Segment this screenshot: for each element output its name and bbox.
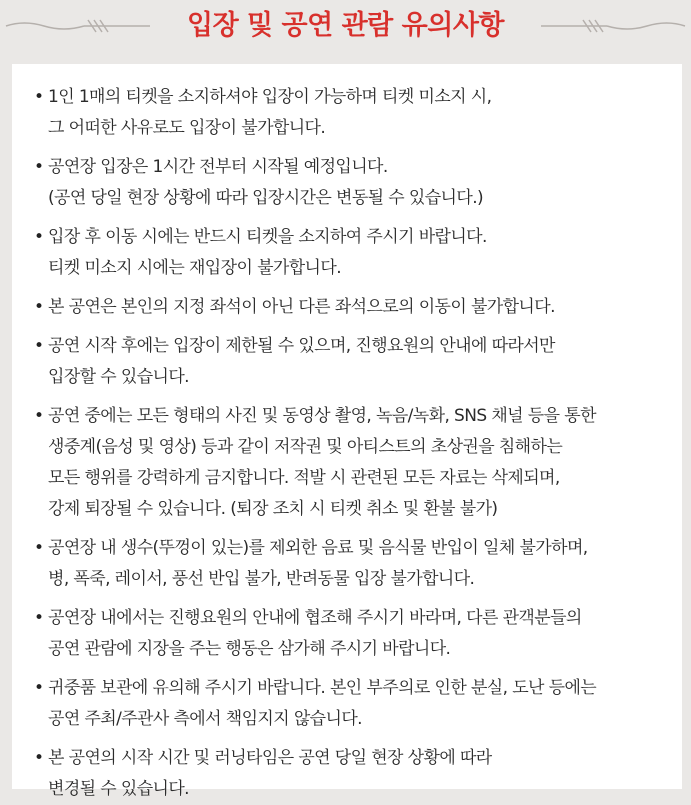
bullet-icon: • [34, 748, 44, 768]
notice-line: 그 어떠한 사유로도 입장이 불가합니다. [48, 118, 326, 138]
notice-line: 1인 1매의 티켓을 소지하셔야 입장이 가능하며 티켓 미소지 시, [48, 87, 492, 107]
notice-item [12, 603, 682, 665]
notice-item [12, 673, 682, 735]
page-header [0, 0, 691, 56]
notice-list [12, 64, 682, 805]
notice-line: 입장 후 이동 시에는 반드시 티켓을 소지하여 주시기 바랍니다. [48, 227, 487, 247]
notice-item [12, 743, 682, 805]
bullet-icon: • [34, 538, 44, 558]
notice-item [12, 331, 682, 393]
notice-item [12, 222, 682, 284]
notice-line: 변경될 수 있습니다. [48, 779, 189, 799]
notice-item [12, 82, 682, 144]
notice-line: 공연 중에는 모든 형태의 사진 및 동영상 촬영, 녹음/녹화, SNS 채널 등을 통한 [48, 406, 596, 426]
bullet-icon: • [34, 157, 44, 177]
bullet-icon: • [34, 406, 44, 426]
notice-panel [12, 64, 682, 799]
notice-line: 공연장 내 생수(뚜껑이 있는)를 제외한 음료 및 음식물 반입이 일체 불가하며, [48, 538, 588, 558]
notice-line: 공연 주최/주관사 측에서 책임지지 않습니다. [48, 709, 362, 729]
bullet-icon: • [34, 227, 44, 247]
notice-line: (공연 당일 현장 상황에 따라 입장시간은 변동될 수 있습니다.) [48, 188, 484, 208]
notice-line: 입장할 수 있습니다. [48, 367, 189, 387]
notice-line: 병, 폭죽, 레이서, 풍선 반입 불가, 반려동물 입장 불가합니다. [48, 569, 475, 589]
notice-item [12, 292, 682, 323]
bullet-icon: • [34, 608, 44, 628]
bullet-icon: • [34, 87, 44, 107]
right-ornament-icon [537, 14, 687, 38]
notice-line: 본 공연은 본인의 지정 좌석이 아닌 다른 좌석으로의 이동이 불가합니다. [48, 297, 555, 317]
notice-line: 모든 행위를 강력하게 금지합니다. 적발 시 관련된 모든 자료는 삭제되며, [48, 468, 560, 488]
notice-line: 강제 퇴장될 수 있습니다. (퇴장 조치 시 티켓 취소 및 환불 불가) [48, 499, 498, 519]
notice-item [12, 401, 682, 525]
page-title: 입장 및 공연 관람 유의사항 [186, 10, 504, 41]
notice-line: 공연장 내에서는 진행요원의 안내에 협조해 주시기 바라며, 다른 관객분들의 [48, 608, 582, 628]
notice-item [12, 533, 682, 595]
notice-line: 귀중품 보관에 유의해 주시기 바랍니다. 본인 부주의로 인한 분실, 도난 등에는 [48, 678, 597, 698]
notice-line: 공연장 입장은 1시간 전부터 시작될 예정입니다. [48, 157, 388, 177]
bullet-icon: • [34, 336, 44, 356]
notice-line: 티켓 미소지 시에는 재입장이 불가합니다. [48, 258, 341, 278]
notice-line: 생중계(음성 및 영상) 등과 같이 저작권 및 아티스트의 초상권을 침해하는 [48, 437, 563, 457]
notice-line: 공연 시작 후에는 입장이 제한될 수 있으며, 진행요원의 안내에 따라서만 [48, 336, 555, 356]
bullet-icon: • [34, 678, 44, 698]
notice-line: 본 공연의 시작 시간 및 러닝타임은 공연 당일 현장 상황에 따라 [48, 748, 492, 768]
bullet-icon: • [34, 297, 44, 317]
notice-item [12, 152, 682, 214]
notice-line: 공연 관람에 지장을 주는 행동은 삼가해 주시기 바랍니다. [48, 639, 451, 659]
